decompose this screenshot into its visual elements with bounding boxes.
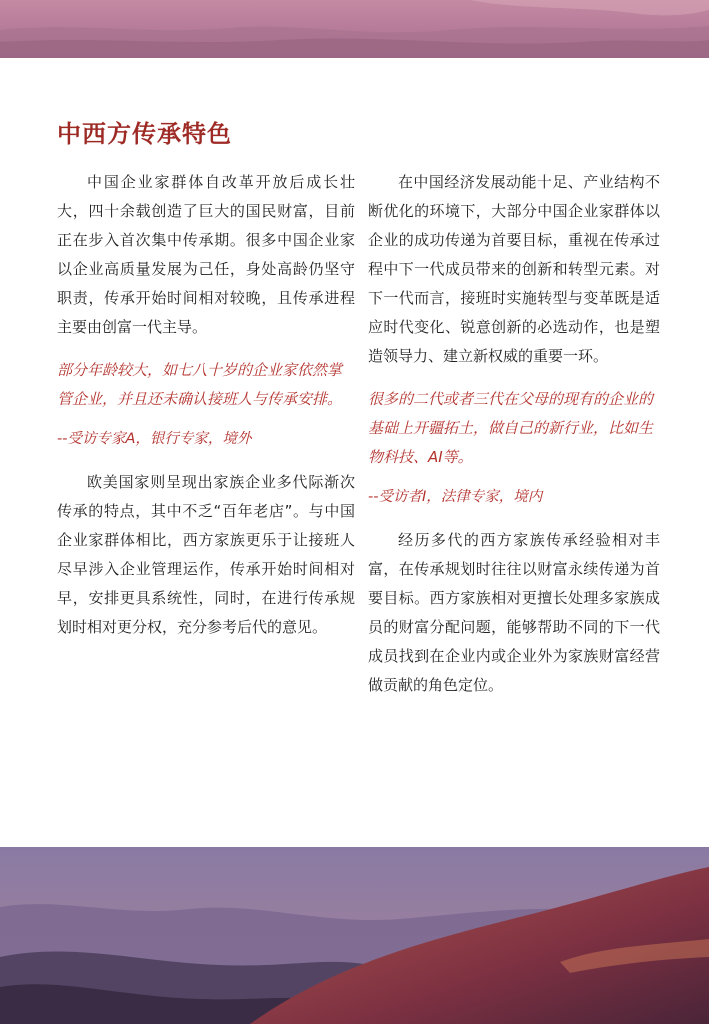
left-quote: 部分年龄较大，如七八十岁的企业家依然掌管企业，并且还未确认接班人与传承安排。 <box>57 361 343 408</box>
right-quote: 很多的二代或者三代在父母的现有的企业的基础上开疆拓土，做自己的新行业，比如生物科技、AI等。 <box>368 390 654 466</box>
mountain-silhouette-top <box>0 0 709 58</box>
right-quote-source: --受访者I，法律专家，境内 <box>368 489 543 505</box>
mountain-landscape-bottom <box>0 847 709 1024</box>
left-paragraph-2: 欧美国家则呈现出家族企业多代际渐次传承的特点，其中不乏“百年老店”。与中国企业家群体相比，西方家族更乐于让接班人尽早涉入企业管理运作，传承开始时间相对早，安排更具系统性，同时，在进行传承规划时相对更分权，充分参考后代的意见。 <box>57 473 355 636</box>
header-landscape-banner <box>0 0 709 58</box>
right-column <box>368 168 660 714</box>
left-quote-source: --受访专家A，银行专家，境外 <box>57 431 252 447</box>
right-paragraph-2: 经历多代的西方家族传承经验相对丰富，在传承规划时往往以财富永续传递为首要目标。西方家族相对更擅长处理多家族成员的财富分配问题，能够帮助不同的下一代成员找到在企业内或企业外为家族财富经营做贡献的角色定位。 <box>368 531 660 694</box>
right-paragraph-1: 在中国经济发展动能十足、产业结构不断优化的环境下，大部分中国企业家群体以企业的成功传递为首要目标，重视在传承过程中下一代成员带来的创新和转型元素。对下一代而言，接班时实施转型与变革既是适应时代变化、锐意创新的必选动作，也是塑造领导力、建立新权威的重要一环。 <box>368 173 660 365</box>
left-paragraph-1: 中国企业家群体自改革开放后成长壮大，四十余载创造了巨大的国民财富，目前正在步入首次集中传承期。很多中国企业家以企业高质量发展为己任，身处高龄仍坚守职责，传承开始时间相对较晚，且传承进程主要由创富一代主导。 <box>57 173 355 336</box>
page-title: 中西方传承特色 <box>57 120 232 148</box>
footer-landscape-banner <box>0 847 709 1024</box>
left-column <box>57 168 355 656</box>
